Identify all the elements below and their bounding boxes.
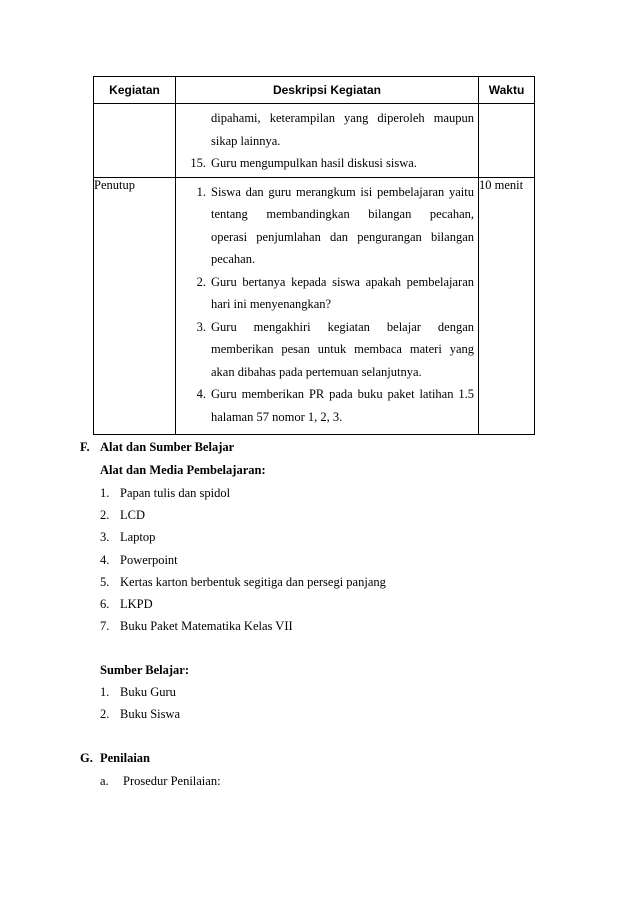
list-item	[176, 181, 478, 204]
sources-heading: Sumber Belajar:	[100, 663, 189, 677]
item-text: Guru mengakhiri kegiatan belajar dengan	[211, 319, 474, 334]
list-item: 3. Laptop	[100, 530, 156, 545]
item-number: 2.	[196, 274, 206, 289]
item-text: memberikan pesan untuk membaca materi yang	[211, 342, 474, 356]
penilaian-list	[100, 770, 221, 792]
item-number: 4.	[196, 387, 206, 401]
list-item	[100, 770, 221, 792]
section-letter: F.	[80, 440, 90, 454]
header-waktu: Waktu	[479, 77, 535, 104]
item-text: operasi penjumlahan dan pengurangan bilangan	[211, 229, 474, 244]
item-number: 3.	[196, 319, 206, 334]
list-item: 2. LCD	[100, 508, 145, 523]
header-kegiatan: Kegiatan	[94, 77, 176, 104]
item-text: hari ini menyenangkan?	[211, 297, 332, 311]
section-f-heading	[80, 440, 234, 455]
item-text: Guru memberikan PR pada buku paket latihan 1.5	[211, 387, 474, 401]
item-number: 1.	[196, 184, 206, 199]
continuation-line: sikap lainnya.	[211, 133, 281, 148]
item-letter: a.	[100, 774, 109, 788]
list-item	[176, 316, 478, 339]
row1-deskripsi	[176, 104, 479, 178]
media-heading: Alat dan Media Pembelajaran:	[100, 463, 266, 477]
item-text: Prosedur Penilaian:	[123, 774, 221, 788]
table-row	[94, 104, 535, 178]
list-item: 2. Buku Siswa	[100, 707, 181, 722]
list-item: 1. Papan tulis dan spidol	[100, 486, 231, 500]
continuation-line: dipahami, keterampilan yang diperoleh maupun	[211, 111, 474, 125]
row2-waktu: 10 menit	[479, 177, 535, 435]
item-text: Siswa dan guru merangkum isi pembelajaran yaitu	[211, 184, 474, 199]
list-item: 6. LKPD	[100, 596, 153, 611]
list-item: 4. Powerpoint	[100, 552, 178, 567]
table-header-row	[94, 77, 535, 104]
header-deskripsi: Deskripsi Kegiatan	[176, 77, 479, 104]
list-item: 7. Buku Paket Matematika Kelas VII	[100, 619, 293, 634]
section-title: Penilaian	[100, 751, 151, 765]
item-text: akan dibahas pada pertemuan selanjutnya.	[211, 364, 422, 379]
item-number: 15.	[190, 156, 206, 170]
list-item: 5. Kertas karton berbentuk segitiga dan persegi panjang	[100, 574, 386, 589]
item-text: Guru bertanya kepada siswa apakah pembelajaran	[211, 274, 474, 289]
item-text: halaman 57 nomor 1, 2, 3.	[211, 409, 343, 424]
table-row	[94, 177, 535, 435]
sources-list	[100, 681, 180, 725]
row2-kegiatan: Penutup	[94, 177, 176, 435]
list-item	[176, 152, 478, 175]
section-g-heading	[80, 751, 150, 766]
section-title: Alat dan Sumber Belajar	[100, 440, 235, 454]
row1-kegiatan	[94, 104, 176, 178]
row2-deskripsi	[176, 177, 479, 435]
row1-waktu	[479, 104, 535, 178]
section-letter: G.	[80, 751, 93, 765]
item-text: tentang membandingkan bilangan pecahan,	[211, 207, 474, 221]
item-text: Guru mengumpulkan hasil diskusi siswa.	[211, 156, 417, 170]
media-list	[100, 482, 386, 637]
list-item: 1. Buku Guru	[100, 685, 176, 699]
list-item	[176, 383, 478, 406]
list-item	[176, 271, 478, 294]
activity-table	[93, 76, 535, 435]
item-text: pecahan.	[211, 252, 256, 266]
